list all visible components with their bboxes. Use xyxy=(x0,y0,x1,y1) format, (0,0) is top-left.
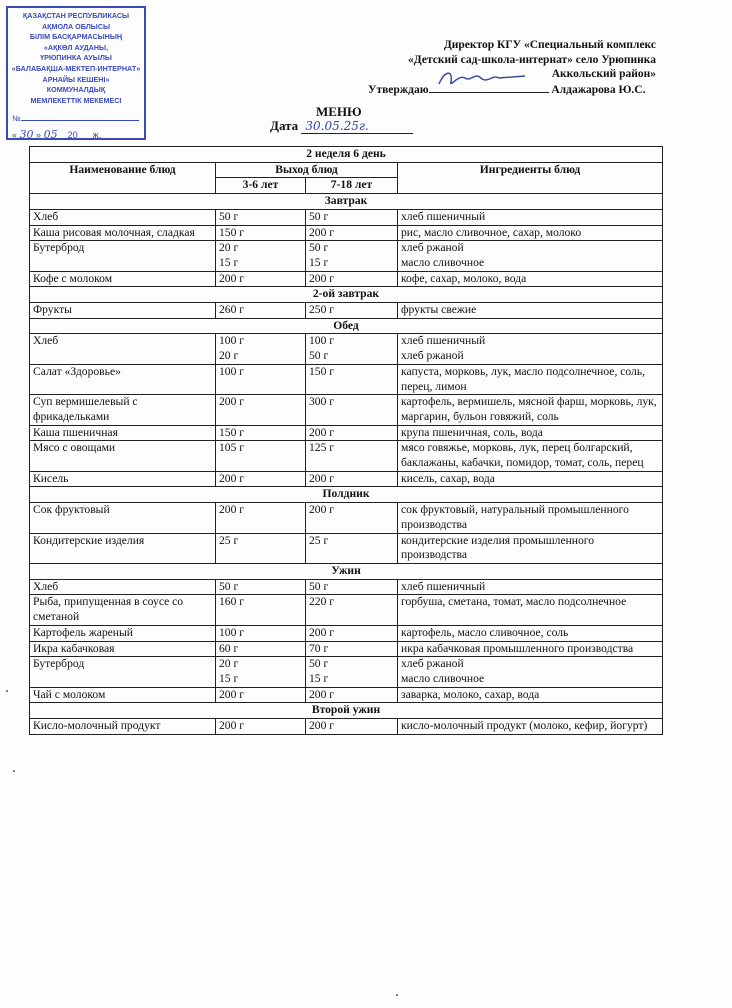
ingredients-cell: крупа пшеничная, соль, вода xyxy=(398,425,663,441)
output-3-6-cell: 200 г xyxy=(216,687,306,703)
dish-cell: Хлеб xyxy=(30,579,216,595)
ingredients-cell: хлеб пшеничный xyxy=(398,209,663,225)
meal-section-row xyxy=(30,563,663,579)
dish-cell: Чай с молоком xyxy=(30,687,216,703)
dish-cell: Кисло-молочный продукт xyxy=(30,719,216,735)
stamp-date-open-quote: « xyxy=(12,130,18,140)
output-7-18-cell: 50 г 15 г xyxy=(306,241,398,271)
col-ingredients-header: Ингредиенты блюд xyxy=(398,162,663,193)
dish-cell: Картофель жареный xyxy=(30,625,216,641)
stamp-date-day: 30 xyxy=(19,128,34,141)
dish-cell: Икра кабачковая xyxy=(30,641,216,657)
table-row xyxy=(30,533,663,563)
table-row xyxy=(30,595,663,625)
table-row xyxy=(30,441,663,471)
stamp-line: ҚАЗАҚСТАН РЕСПУБЛИКАСЫ xyxy=(22,11,130,20)
output-7-18-cell: 70 г xyxy=(306,641,398,657)
table-row xyxy=(30,625,663,641)
table-row xyxy=(30,334,663,364)
dish-cell: Суп вермишелевый с фрикадельками xyxy=(30,395,216,425)
dish-cell: Каша пшеничная xyxy=(30,425,216,441)
week-day-header: 2 неделя 6 день xyxy=(30,147,663,163)
output-7-18-cell: 200 г xyxy=(306,719,398,735)
stamp-line: БІЛІМ БАСҚАРМАСЫНЫҢ xyxy=(29,32,123,42)
table-row xyxy=(30,719,663,735)
signature-line xyxy=(429,80,549,93)
output-3-6-cell: 200 г xyxy=(216,471,306,487)
table-row xyxy=(30,687,663,703)
menu-table xyxy=(29,146,663,735)
output-7-18-cell: 50 г xyxy=(306,579,398,595)
meal-section-row xyxy=(30,703,663,719)
output-7-18-cell: 200 г xyxy=(306,225,398,241)
official-stamp xyxy=(6,6,146,140)
table-row xyxy=(30,425,663,441)
dish-cell: Мясо с овощами xyxy=(30,441,216,471)
output-7-18-cell: 200 г xyxy=(306,687,398,703)
stamp-number-line xyxy=(12,114,142,125)
col-age-3-6-header: 3-6 лет xyxy=(216,178,306,194)
output-7-18-cell: 50 г xyxy=(306,209,398,225)
table-row xyxy=(30,471,663,487)
meal-section-title: Завтрак xyxy=(30,194,663,210)
ingredients-cell: сок фруктовый, натуральный промышленного производства xyxy=(398,503,663,533)
dish-cell: Салат «Здоровье» xyxy=(30,364,216,394)
col-dish-header: Наименование блюд xyxy=(30,162,216,193)
output-3-6-cell: 100 г xyxy=(216,625,306,641)
stamp-date-suffix: ж. xyxy=(92,130,102,140)
ingredients-cell: картофель, масло сливочное, соль xyxy=(398,625,663,641)
output-3-6-cell: 200 г xyxy=(216,719,306,735)
meal-section-title: Второй ужин xyxy=(30,703,663,719)
output-3-6-cell: 100 г xyxy=(216,364,306,394)
ingredients-cell: хлеб ржаной масло сливочное xyxy=(398,657,663,687)
ingredients-cell: горбуша, сметана, томат, масло подсолнечное xyxy=(398,595,663,625)
output-7-18-cell: 200 г xyxy=(306,271,398,287)
ingredients-cell: икра кабачковая промышленного производства xyxy=(398,641,663,657)
table-row xyxy=(30,503,663,533)
table-row xyxy=(30,241,663,271)
date-value: 30.05.25г. xyxy=(301,119,413,134)
output-3-6-cell: 50 г xyxy=(216,579,306,595)
output-3-6-cell: 20 г 15 г xyxy=(216,657,306,687)
stamp-line: АРНАЙЫ КЕШЕНІ» xyxy=(42,74,110,84)
approver-name: Алдажарова Ю.С. xyxy=(551,84,646,96)
menu-date-row xyxy=(270,118,413,134)
approval-line-2: «Детский сад-школа-интернат» село Урюпинка xyxy=(408,53,656,66)
meal-section-title: 2-ой завтрак xyxy=(30,287,663,303)
output-3-6-cell: 150 г xyxy=(216,225,306,241)
ingredients-cell: капуста, морковь, лук, масло подсолнечное, соль, перец, лимон xyxy=(398,364,663,394)
table-row xyxy=(30,209,663,225)
approve-label: Утверждаю xyxy=(368,84,429,96)
scan-speck xyxy=(6,690,8,692)
ingredients-cell: фрукты свежие xyxy=(398,303,663,319)
ingredients-cell: кисель, сахар, вода xyxy=(398,471,663,487)
output-3-6-cell: 105 г xyxy=(216,441,306,471)
output-7-18-cell: 150 г xyxy=(306,364,398,394)
stamp-date-month: 05 xyxy=(43,128,58,141)
output-3-6-cell: 60 г xyxy=(216,641,306,657)
output-3-6-cell: 200 г xyxy=(216,503,306,533)
ingredients-cell: кисло-молочный продукт (молоко, кефир, йогурт) xyxy=(398,719,663,735)
table-row xyxy=(30,579,663,595)
output-7-18-cell: 100 г 50 г xyxy=(306,334,398,364)
dish-cell: Хлеб xyxy=(30,334,216,364)
stamp-date-close-quote: » xyxy=(36,130,42,140)
col-output-header: Выход блюд xyxy=(216,162,398,178)
ingredients-cell: рис, масло сливочное, сахар, молоко xyxy=(398,225,663,241)
ingredients-cell: кофе, сахар, молоко, вода xyxy=(398,271,663,287)
output-3-6-cell: 160 г xyxy=(216,595,306,625)
table-row xyxy=(30,364,663,394)
stamp-text xyxy=(8,11,144,106)
output-3-6-cell: 200 г xyxy=(216,395,306,425)
meal-section-row xyxy=(30,287,663,303)
output-7-18-cell: 50 г 15 г xyxy=(306,657,398,687)
output-3-6-cell: 260 г xyxy=(216,303,306,319)
table-row xyxy=(30,303,663,319)
ingredients-cell: хлеб пшеничный xyxy=(398,579,663,595)
stamp-date-line xyxy=(12,130,146,141)
meal-section-row xyxy=(30,318,663,334)
stamp-line: ҮРЮПИНКА АУЫЛЫ xyxy=(40,53,112,63)
menu-title: МЕНЮ xyxy=(316,104,362,119)
output-3-6-cell: 50 г xyxy=(216,209,306,225)
table-row xyxy=(30,641,663,657)
output-7-18-cell: 25 г xyxy=(306,533,398,563)
dish-cell: Рыба, припущенная в соусе со сметаной xyxy=(30,595,216,625)
dish-cell: Кисель xyxy=(30,471,216,487)
output-7-18-cell: 300 г xyxy=(306,395,398,425)
signature-icon xyxy=(435,66,535,92)
meal-section-title: Обед xyxy=(30,318,663,334)
approval-line-3: Аккольский район» xyxy=(551,68,656,80)
output-3-6-cell: 25 г xyxy=(216,533,306,563)
table-row xyxy=(30,271,663,287)
table-row xyxy=(30,657,663,687)
meal-section-title: Ужин xyxy=(30,563,663,579)
output-7-18-cell: 200 г xyxy=(306,425,398,441)
dish-cell: Сок фруктовый xyxy=(30,503,216,533)
stamp-line: «АҚКӨЛ АУДАНЫ, xyxy=(43,42,109,52)
output-3-6-cell: 20 г 15 г xyxy=(216,241,306,271)
meal-section-title: Полдник xyxy=(30,487,663,503)
dish-cell: Хлеб xyxy=(30,209,216,225)
table-row xyxy=(30,395,663,425)
output-7-18-cell: 250 г xyxy=(306,303,398,319)
ingredients-cell: кондитерские изделия промышленного производства xyxy=(398,533,663,563)
scan-speck xyxy=(396,994,398,996)
scan-speck xyxy=(13,770,15,772)
ingredients-cell: заварка, молоко, сахар, вода xyxy=(398,687,663,703)
ingredients-cell: хлеб пшеничный хлеб ржаной xyxy=(398,334,663,364)
output-3-6-cell: 200 г xyxy=(216,271,306,287)
approval-signature-row xyxy=(368,80,646,96)
col-age-7-18-header: 7-18 лет xyxy=(306,178,398,194)
output-3-6-cell: 100 г 20 г xyxy=(216,334,306,364)
output-7-18-cell: 125 г xyxy=(306,441,398,471)
approval-line-1: Директор КГУ «Специальный комплекс xyxy=(443,39,656,51)
stamp-line: АҚМОЛА ОБЛЫСЫ xyxy=(41,21,111,31)
table-row xyxy=(30,225,663,241)
meal-section-row xyxy=(30,487,663,503)
dish-cell: Кондитерские изделия xyxy=(30,533,216,563)
output-3-6-cell: 150 г xyxy=(216,425,306,441)
dish-cell: Фрукты xyxy=(30,303,216,319)
stamp-line: КОММУНАЛДЫҚ xyxy=(46,85,106,95)
dish-cell: Кофе с молоком xyxy=(30,271,216,287)
output-7-18-cell: 200 г xyxy=(306,625,398,641)
stamp-date-year: 20 xyxy=(67,130,78,140)
stamp-number-label: № xyxy=(12,114,21,123)
ingredients-cell: хлеб ржаной масло сливочное xyxy=(398,241,663,271)
ingredients-cell: мясо говяжье, морковь, лук, перец болгарский, баклажаны, кабачки, помидор, томат, соль, перец xyxy=(398,441,663,471)
stamp-line: МЕМЛЕКЕТТІК МЕКЕМЕСІ xyxy=(30,95,122,105)
output-7-18-cell: 200 г xyxy=(306,471,398,487)
dish-cell: Бутерброд xyxy=(30,241,216,271)
dish-cell: Каша рисовая молочная, сладкая xyxy=(30,225,216,241)
meal-section-row xyxy=(30,194,663,210)
menu-table-body xyxy=(30,194,663,735)
date-label: Дата xyxy=(270,118,299,133)
stamp-line: «БАЛАБАҚША-МЕКТЕП-ИНТЕРНАТ» xyxy=(11,63,141,73)
output-7-18-cell: 200 г xyxy=(306,503,398,533)
ingredients-cell: картофель, вермишель, мясной фарш, морковь, лук, маргарин, бульон говяжий, соль xyxy=(398,395,663,425)
dish-cell: Бутерброд xyxy=(30,657,216,687)
output-7-18-cell: 220 г xyxy=(306,595,398,625)
